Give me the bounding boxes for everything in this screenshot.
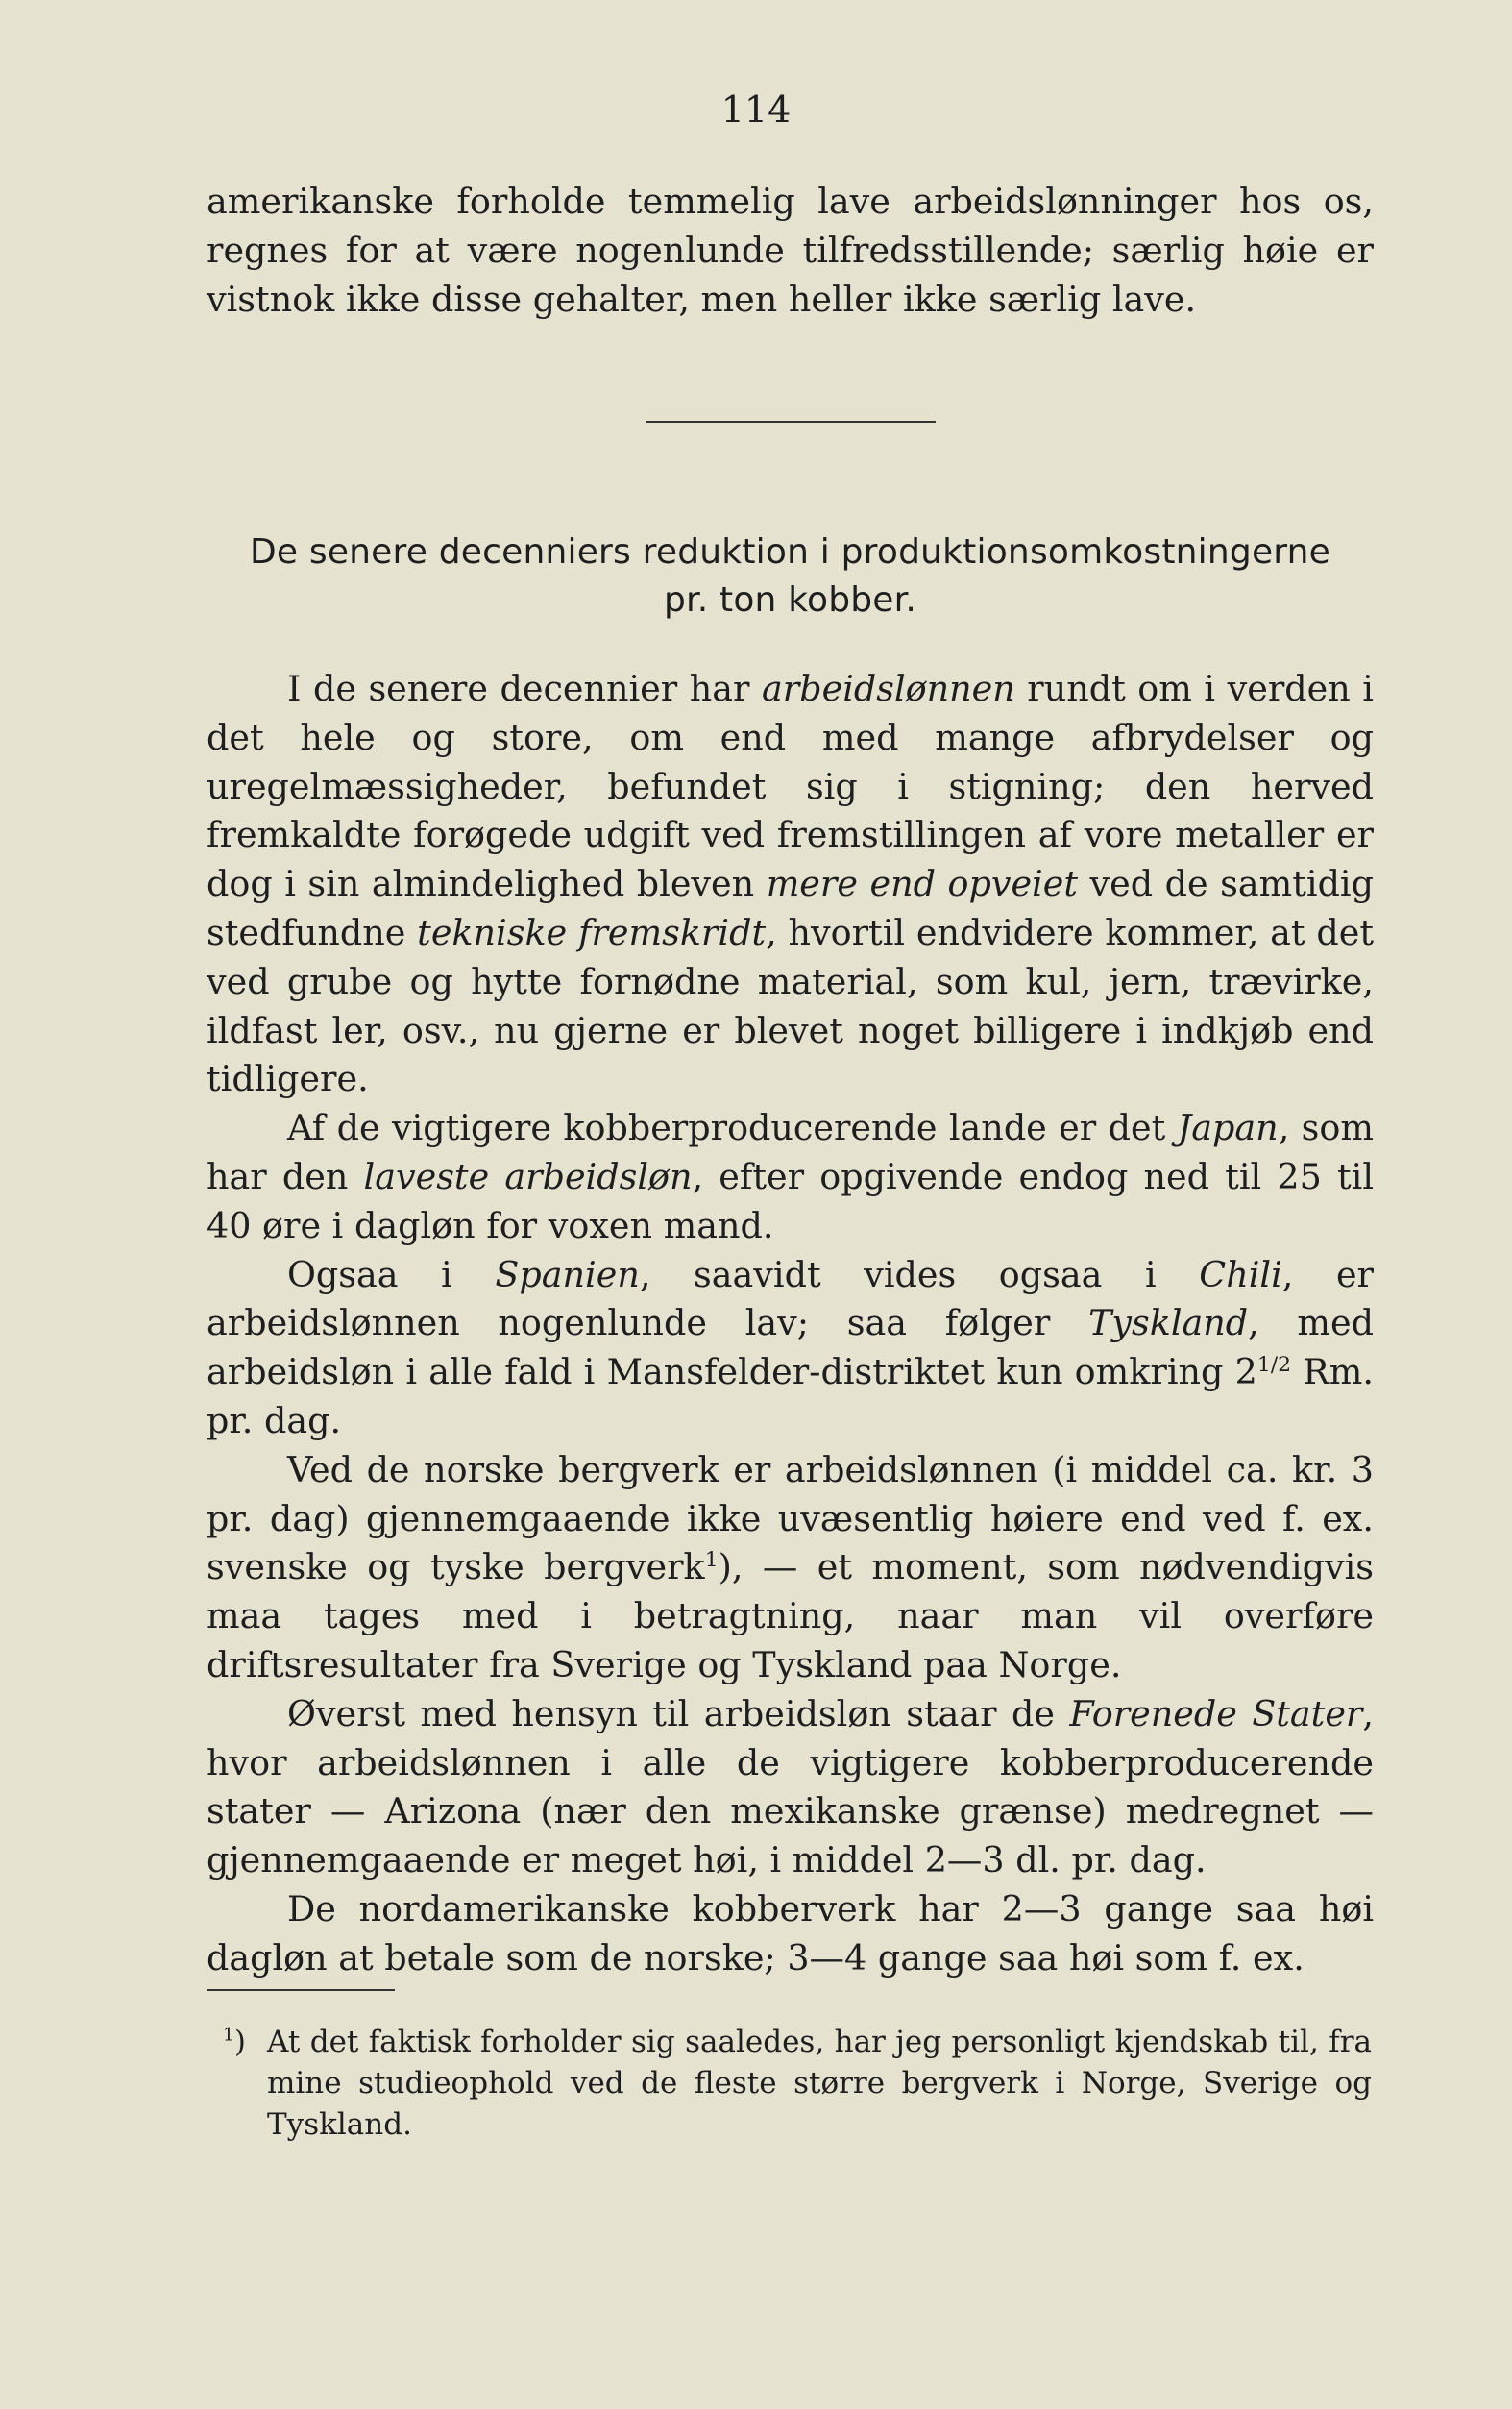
emphasis: laveste arbeidsløn [363,1155,693,1197]
paragraph-spain: Ogsaa i Spanien, saavidt vides ogsaa i Chili, er arbeidslønnen nogenlunde lav; saa følger Tyskland, med arbeidsløn i alle fald i Mansfelder-distriktet kun omkring $2^{1/2}$ Rm. pr. dag. [207,1253,1375,1441]
footnote-divider [207,1989,395,1991]
body-text [207,665,1374,1983]
paragraph-japan: Af de vigtigere kobberproducerende lande er det Japan, som har den laveste arbeidsløn, efter opgivende endog ned til 25 til 40 øre i dagløn for voxen mand. [207,1107,1374,1246]
fraction: 1/2 [1256,1353,1292,1377]
emphasis: Chili [1199,1253,1282,1295]
emphasis: mere end opveiet [766,863,1078,905]
emphasis: tekniske fremskridt [417,911,767,953]
paragraph-norway: Ved de norske bergverk er arbeidslønnen (i middel ca. kr. 3 pr. dag) gjennemgaaende ikke uvæsentlig høiere end ved f. ex. svenske og tyske bergverk$^1$), — et moment, som nødvendigvis maa tages med i betragtning, naar man vil overføre driftsresultater fra Sverige og Tyskland paa Norge. [207,1448,1375,1685]
intro-paragraph [207,178,1374,324]
paragraph: amerikanske forholde temmelig lave arbeidslønninger hos os, regnes for at være nogenlunde tilfredsstillende; særlig høie er vistnok ikke disse gehalter, men heller ikke særlig lave. [207,181,1374,320]
paragraph-north-america: De nordamerikanske kobberverk har 2—3 gange saa høi dagløn at betale som de norske; 3—4 gange saa høi som f. ex. [207,1887,1374,1979]
heading-line-1: De senere decenniers reduktion i produktionsomkostningerne [249,532,1331,572]
section-divider [646,421,936,423]
emphasis: Forenede Stater [1069,1692,1363,1734]
footnote-text: At det faktisk forholder sig saaledes, har jeg personligt kjendskab til, fra mine studieophold ved de fleste større bergverk i Norge, Sverige og Tyskland. [267,2025,1372,2142]
paragraph-usa: Øverst med hensyn til arbeidsløn staar de Forenede Stater, hvor arbeidslønnen i alle de vigtigere kobberproducerende stater — Arizona (nær den mexikanske grænse) medregnet — gjennemgaaende er meget høi, i middel 2—3 dl. pr. dag. [207,1692,1374,1881]
footnote-1 [223,2022,1372,2146]
emphasis: Spanien [495,1253,640,1295]
emphasis: Japan [1177,1107,1279,1149]
footnotes [223,2022,1372,2146]
footnote-ref[interactable]: 1 [704,1548,719,1573]
emphasis: arbeidslønnen [762,668,1015,709]
footnote-marker: $^1$) [223,2025,246,2059]
page-number: 114 [720,88,792,131]
section-heading [207,529,1374,625]
paragraph-wages: I de senere decennier har arbeidslønnen rundt om i verden i det hele og store, om end med mange afbrydelser og uregelmæssigheder, befundet sig i stigning; den herved fremkaldte forøgede udgift ved fremstillingen af vore metaller er dog i sin almindelighed bleven mere end opveiet ved de samtidig stedfundne tekniske fremskridt, hvortil endvidere kommer, at det ved grube og hytte fornødne material, som kul, jern, trævirke, ildfast ler, osv., nu gjerne er blevet noget billigere i indkjøb end tidligere. [207,668,1374,1100]
emphasis: Tyskland [1088,1302,1249,1344]
heading-line-2: pr. ton kobber. [663,580,916,620]
